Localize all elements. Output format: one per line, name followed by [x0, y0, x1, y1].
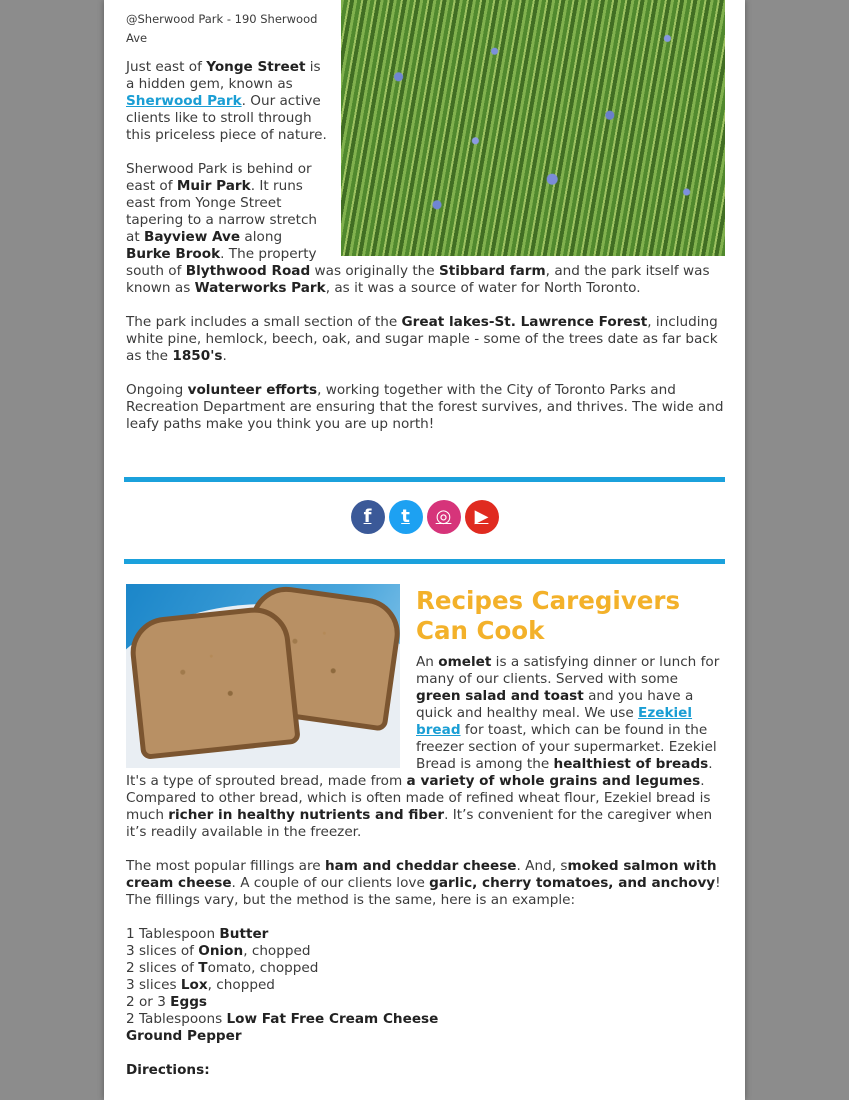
ingredient-item: 3 slices of Onion, chopped: [126, 943, 311, 959]
newsletter-card: [104, 0, 745, 1100]
ingredient-item: 2 slices of Tomato, chopped: [126, 960, 319, 976]
youtube-icon[interactable]: ▶: [465, 500, 499, 534]
sherwood-park-link[interactable]: Sherwood Park: [126, 93, 242, 109]
section-divider-top: [124, 477, 725, 482]
instagram-icon[interactable]: ◎: [427, 500, 461, 534]
recipe-section: [126, 584, 725, 1079]
section-divider-bottom: [124, 559, 725, 564]
social-links: [104, 500, 745, 534]
ingredient-list: [126, 926, 725, 1045]
ezekiel-bread-link[interactable]: Ezekiel bread: [416, 705, 693, 738]
facebook-icon[interactable]: f: [351, 500, 385, 534]
ingredient-item: 2 Tablespoons Low Fat Free Cream Cheese: [126, 1011, 439, 1027]
bread-photo: [126, 584, 400, 768]
park-paragraph-2: Sherwood Park is behind or east of Muir Park. It runs east from Yonge Street tapering to a narrow stretch at Bayview Ave along Burke Brook. The property south of Blythwood Road was originally the Stibbard farm, and the park itself was known as Waterworks Park, as it was a source of water for North Toronto.: [126, 161, 710, 296]
flower-photo: [341, 0, 725, 256]
recipe-paragraph-2: The most popular fillings are ham and cheddar cheese. And, smoked salmon with cream cheese. A couple of our clients love garlic, cherry tomatoes, and anchovy! The fillings vary, but the method is the same, here is an example:: [126, 858, 721, 908]
ingredient-item: Ground Pepper: [126, 1028, 242, 1044]
ingredient-item: 3 slices Lox, chopped: [126, 977, 275, 993]
recipe-paragraph-1: An omelet is a satisfying dinner or lunch for many of our clients. Served with some green salad and toast and you have a quick and healthy meal. We use Ezekiel bread for toast, which can be found in the freezer section of your supermarket. Ezekiel Bread is among the healthiest of breads. It's a type of sprouted bread, made from a variety of whole grains and legumes. Compared to other bread, which is often made of refined wheat flour, Ezekiel bread is much richer in healthy nutrients and fiber. It’s convenient for the caregiver when it’s readily available in the freezer.: [126, 654, 720, 840]
bread-slice-front: [127, 604, 301, 760]
park-paragraph-1: Just east of Yonge Street is a hidden gem, known as Sherwood Park. Our active clients like to stroll through this priceless piece of nature.: [126, 59, 327, 143]
park-address: @Sherwood Park - 190 Sherwood Ave: [126, 12, 318, 45]
recipe-heading: Recipes Caregivers Can Cook: [416, 586, 681, 645]
park-section: [126, 0, 725, 433]
ingredient-item: 1 Tablespoon Butter: [126, 926, 269, 942]
ingredient-item: 2 or 3 Eggs: [126, 994, 208, 1010]
directions-label: Directions:: [126, 1062, 210, 1078]
twitter-icon[interactable]: t: [389, 500, 423, 534]
park-paragraph-3: The park includes a small section of the Great lakes-St. Lawrence Forest, including white pine, hemlock, beech, oak, and sugar maple - some of the trees date as far back as the 1850's.: [126, 314, 718, 364]
park-paragraph-4: Ongoing volunteer efforts, working together with the City of Toronto Parks and Recreation Department are ensuring that the forest survives, and thrives. The wide and leafy paths make you think you are up north!: [126, 382, 724, 432]
